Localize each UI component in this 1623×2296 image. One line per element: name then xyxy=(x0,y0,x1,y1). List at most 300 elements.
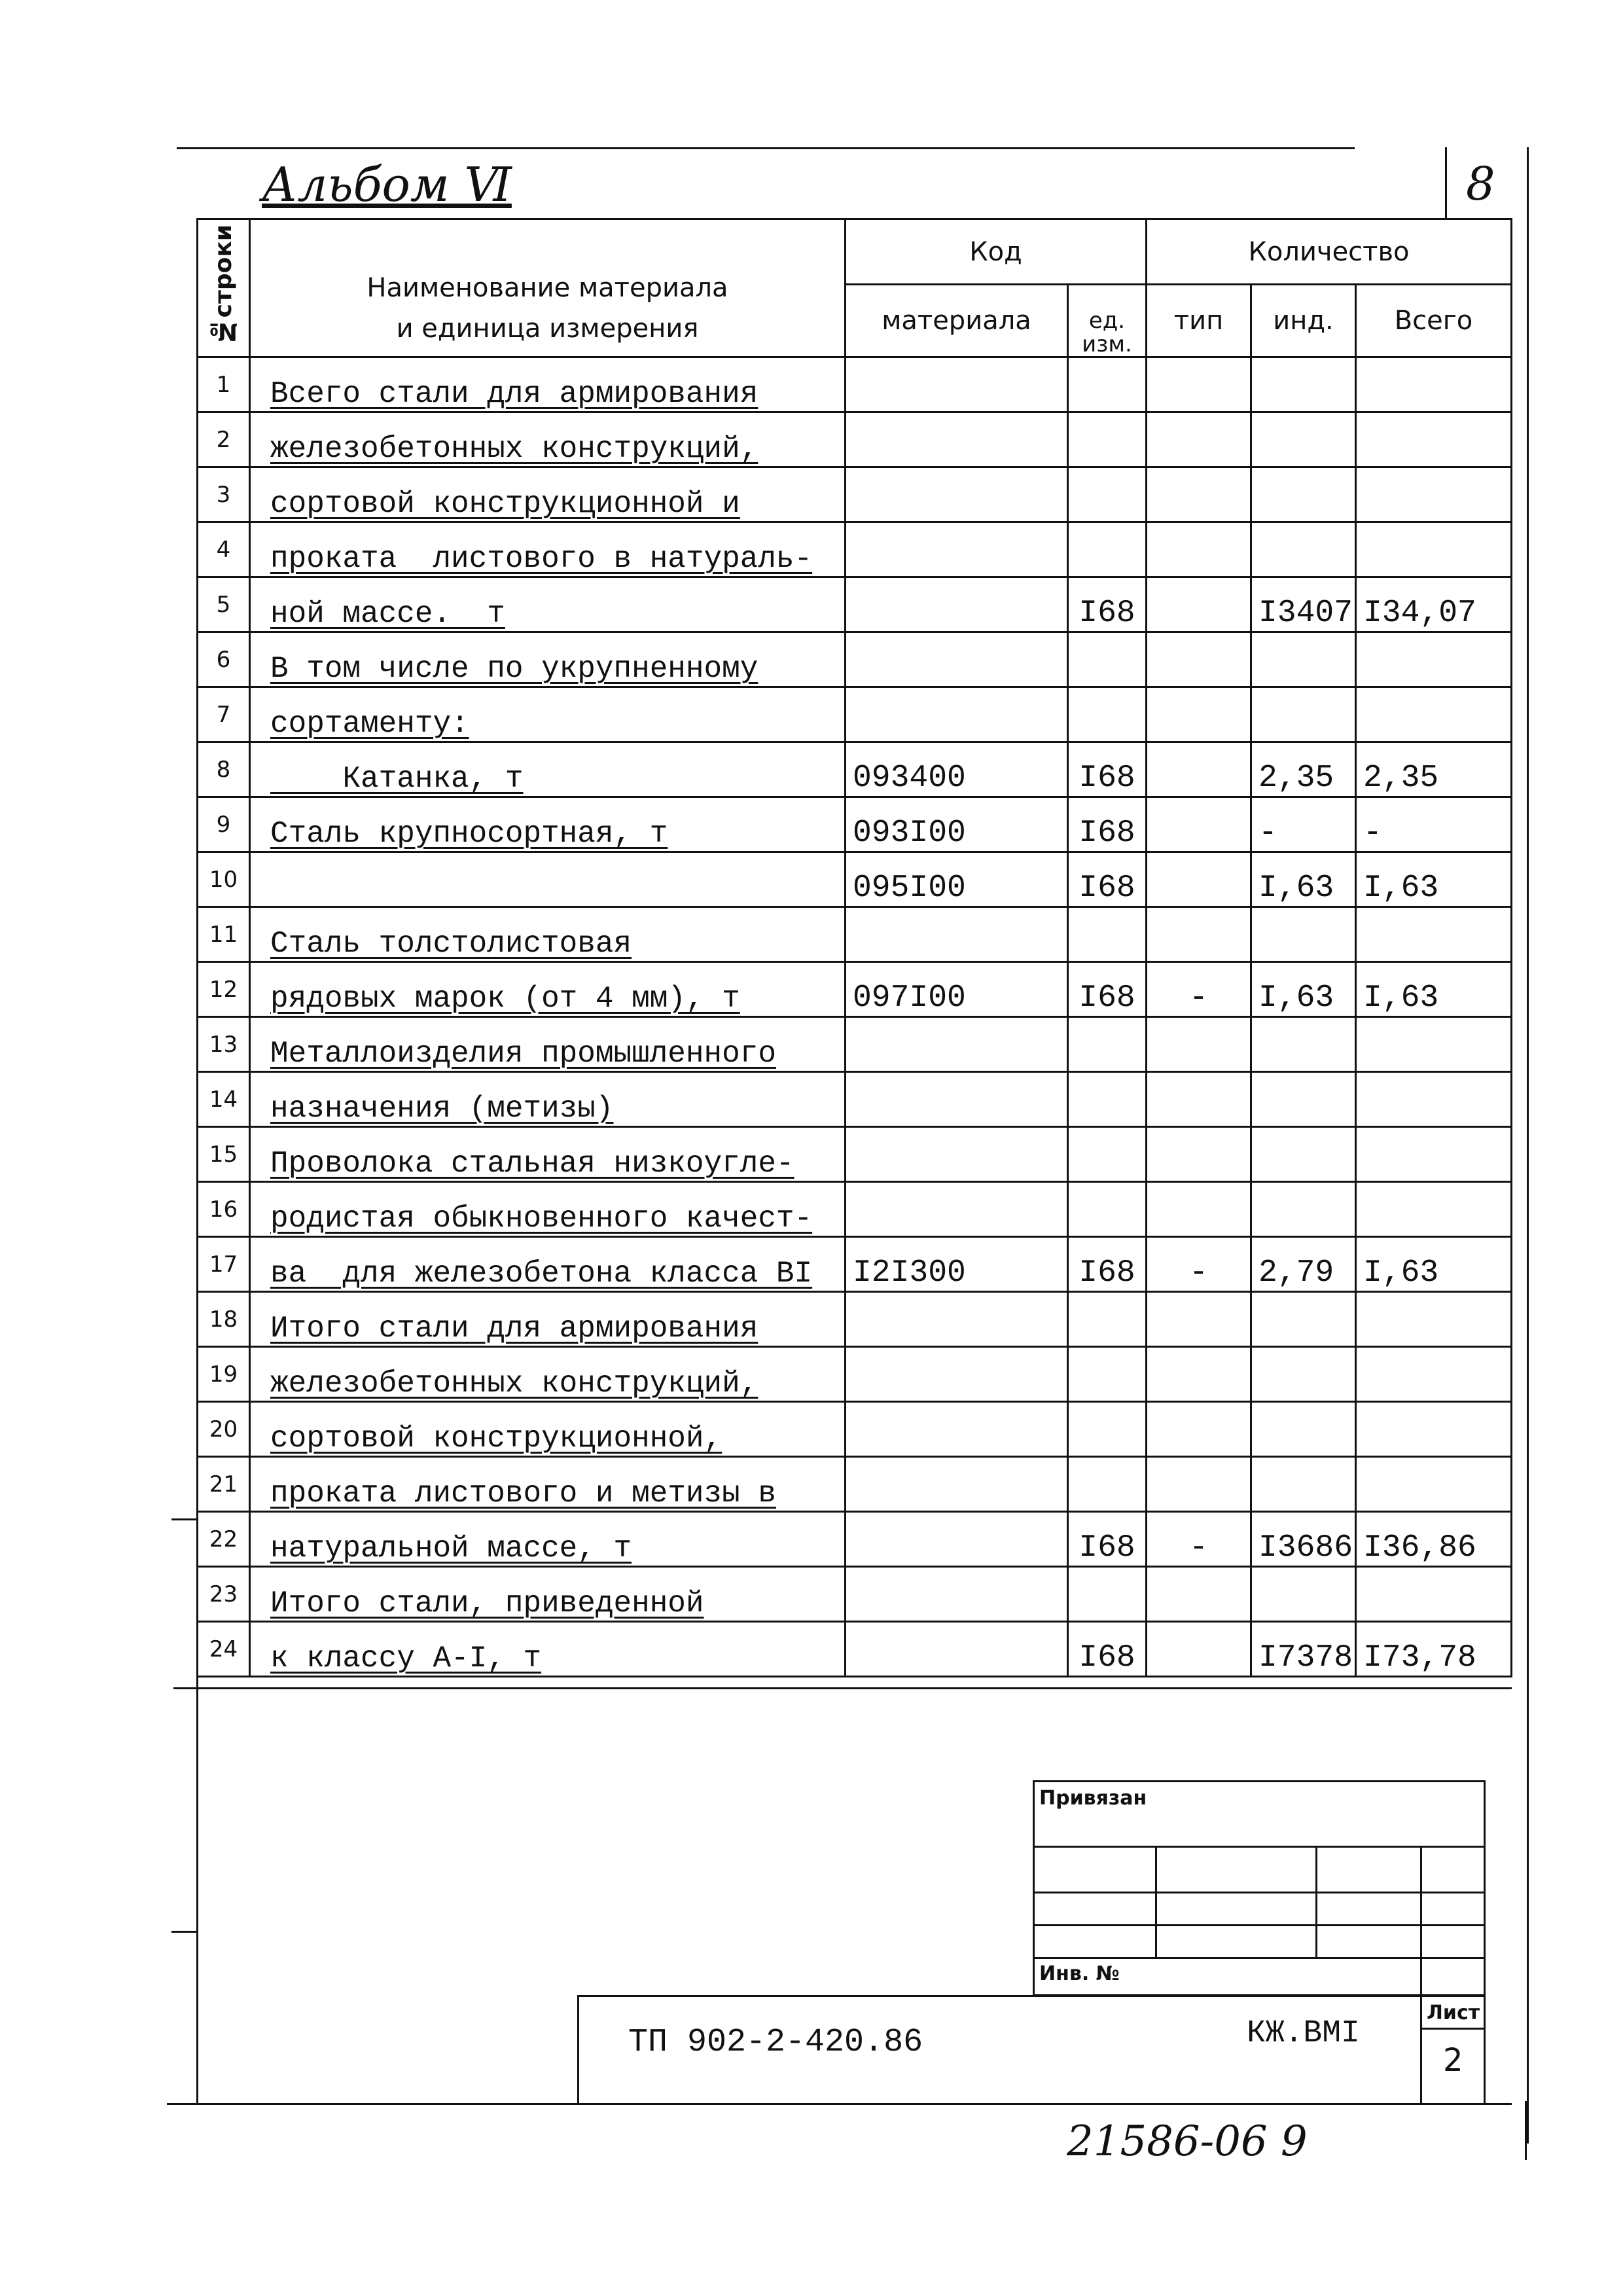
header-qty-ind: инд. xyxy=(1251,285,1356,357)
table-row xyxy=(198,1292,1512,1347)
stamp-line-4 xyxy=(1033,1957,1486,1959)
material-code-cell xyxy=(846,1402,1068,1457)
header-code-unit xyxy=(1068,285,1147,357)
qty-ind-cell xyxy=(1251,357,1356,412)
material-name-cell xyxy=(250,1017,846,1072)
material-name: Катанка, т xyxy=(270,762,524,796)
material-name-cell xyxy=(250,907,846,962)
row-number: 9 xyxy=(216,811,231,838)
project-code: ТП 902-2-420.86 xyxy=(628,2024,923,2061)
table-row xyxy=(198,1237,1512,1292)
row-number-cell xyxy=(198,1127,250,1182)
material-code-cell xyxy=(846,1237,1068,1292)
margin-tick-1 xyxy=(171,1518,198,1520)
qty-type-cell xyxy=(1147,1237,1251,1292)
material-name-cell xyxy=(250,1292,846,1347)
stamp-vline-2 xyxy=(1315,1846,1317,1957)
qty-type-cell xyxy=(1147,1622,1251,1677)
qty-total-cell xyxy=(1356,1017,1512,1072)
qty-ind-cell xyxy=(1251,1072,1356,1127)
margin-tick-2 xyxy=(171,1931,198,1933)
table-row xyxy=(198,522,1512,577)
row-number-cell xyxy=(198,412,250,467)
material-name-cell xyxy=(250,1457,846,1512)
unit-code-cell xyxy=(1068,742,1147,797)
unit-code-cell xyxy=(1068,687,1147,742)
unit-code-cell xyxy=(1068,577,1147,632)
qty-type-cell xyxy=(1147,1402,1251,1457)
qty-type-cell xyxy=(1147,1017,1251,1072)
top-rule xyxy=(177,147,1355,149)
header-row-no-label: №строки xyxy=(210,224,237,345)
material-code: 095I00 xyxy=(853,870,966,906)
qty-ind-cell xyxy=(1251,1402,1356,1457)
qty-ind: I7378 xyxy=(1258,1640,1353,1676)
unit-code-cell xyxy=(1068,1567,1147,1622)
material-name-cell xyxy=(250,357,846,412)
qty-total-cell xyxy=(1356,577,1512,632)
material-code-cell xyxy=(846,467,1068,522)
table-row xyxy=(198,797,1512,852)
row-number: 18 xyxy=(209,1306,238,1333)
table-row xyxy=(198,852,1512,907)
qty-ind-cell xyxy=(1251,1622,1356,1677)
qty-total-cell xyxy=(1356,1402,1512,1457)
material-name-cell xyxy=(250,1622,846,1677)
qty-ind-cell xyxy=(1251,1512,1356,1567)
unit-code-cell xyxy=(1068,1127,1147,1182)
qty-type-cell xyxy=(1147,357,1251,412)
qty-total-cell xyxy=(1356,687,1512,742)
unit-code-cell xyxy=(1068,852,1147,907)
unit-code-cell xyxy=(1068,907,1147,962)
material-name-cell xyxy=(250,632,846,687)
unit-code: I68 xyxy=(1079,1640,1135,1676)
qty-total: I73,78 xyxy=(1363,1640,1476,1676)
qty-type-cell xyxy=(1147,1182,1251,1237)
qty-type-cell xyxy=(1147,1347,1251,1402)
qty-ind-cell xyxy=(1251,1127,1356,1182)
material-code-cell xyxy=(846,1072,1068,1127)
qty-type-cell xyxy=(1147,632,1251,687)
material-name-cell xyxy=(250,1182,846,1237)
qty-ind-cell xyxy=(1251,577,1356,632)
unit-code: I68 xyxy=(1079,761,1135,796)
qty-ind-cell xyxy=(1251,797,1356,852)
qty-ind-cell xyxy=(1251,1182,1356,1237)
qty-ind: I,63 xyxy=(1258,980,1334,1016)
qty-type-cell xyxy=(1147,467,1251,522)
page-corner-number: 8 xyxy=(1466,157,1495,211)
qty-ind: I3407 xyxy=(1258,596,1353,631)
qty-ind: I3686 xyxy=(1258,1530,1353,1566)
qty-total-cell xyxy=(1356,1072,1512,1127)
material-name: проката листового и метизы в xyxy=(270,1477,776,1511)
row-number: 22 xyxy=(209,1526,238,1552)
row-number: 5 xyxy=(216,591,231,618)
qty-total-cell xyxy=(1356,907,1512,962)
material-name: Сталь крупносортная, т xyxy=(270,817,668,851)
material-name-cell xyxy=(250,797,846,852)
row-number: 24 xyxy=(209,1636,238,1662)
unit-code-cell xyxy=(1068,1512,1147,1567)
table-row xyxy=(198,1402,1512,1457)
table-row xyxy=(198,1182,1512,1237)
qty-type-cell xyxy=(1147,797,1251,852)
qty-ind-cell xyxy=(1251,467,1356,522)
row-number: 4 xyxy=(216,536,231,563)
material-name-cell xyxy=(250,742,846,797)
qty-type-cell xyxy=(1147,1567,1251,1622)
qty-total-cell xyxy=(1356,1622,1512,1677)
row-number: 7 xyxy=(216,701,231,728)
qty-total-cell xyxy=(1356,467,1512,522)
qty-total-cell xyxy=(1356,742,1512,797)
header-qty-total: Всего xyxy=(1356,285,1512,357)
table-row xyxy=(198,577,1512,632)
qty-ind: I,63 xyxy=(1258,870,1334,906)
qty-total: 2,35 xyxy=(1363,761,1439,796)
material-code-cell xyxy=(846,1347,1068,1402)
unit-code: I68 xyxy=(1079,1530,1135,1566)
unit-code-cell xyxy=(1068,1622,1147,1677)
header-code-group: Код xyxy=(846,219,1147,285)
qty-type: - xyxy=(1189,1530,1208,1566)
qty-ind-cell xyxy=(1251,1292,1356,1347)
material-name: Металлоизделия промышленного xyxy=(270,1037,776,1071)
material-name-cell xyxy=(250,1512,846,1567)
material-code-cell xyxy=(846,412,1068,467)
material-name: сортовой конструкционной, xyxy=(270,1422,722,1456)
material-code: 093400 xyxy=(853,761,966,796)
qty-ind-cell xyxy=(1251,1237,1356,1292)
qty-ind-cell xyxy=(1251,1017,1356,1072)
table-row xyxy=(198,742,1512,797)
material-name: железобетонных конструкций, xyxy=(270,432,758,466)
stamp-line-3 xyxy=(1033,1924,1486,1926)
qty-total-cell xyxy=(1356,412,1512,467)
unit-code: I68 xyxy=(1079,596,1135,631)
frame-right-border xyxy=(1527,147,1529,2144)
material-name: проката листового в натураль- xyxy=(270,542,813,576)
qty-total-cell xyxy=(1356,962,1512,1017)
row-number-cell xyxy=(198,907,250,962)
material-code: 097I00 xyxy=(853,980,966,1016)
row-number-cell xyxy=(198,357,250,412)
qty-ind-cell xyxy=(1251,852,1356,907)
row-number: 2 xyxy=(216,426,231,453)
row-number: 11 xyxy=(209,921,238,948)
qty-ind: - xyxy=(1258,816,1277,851)
qty-total: I,63 xyxy=(1363,1255,1439,1291)
qty-total-cell xyxy=(1356,522,1512,577)
unit-code-cell xyxy=(1068,467,1147,522)
unit-code-cell xyxy=(1068,1457,1147,1512)
qty-type-cell xyxy=(1147,907,1251,962)
material-name: назначения (метизы) xyxy=(270,1092,614,1126)
material-name: сортаменту: xyxy=(270,707,469,741)
qty-ind-cell xyxy=(1251,1457,1356,1512)
material-name-cell xyxy=(250,852,846,907)
material-name: сортовой конструкционной и xyxy=(270,487,740,521)
sheet-divider xyxy=(1420,1995,1422,2105)
material-code-cell xyxy=(846,742,1068,797)
stamp-vline-3 xyxy=(1420,1846,1422,1996)
material-code-cell xyxy=(846,1567,1068,1622)
qty-type: - xyxy=(1189,1255,1208,1291)
row-number: 15 xyxy=(209,1141,238,1168)
qty-type-cell xyxy=(1147,412,1251,467)
table-row xyxy=(198,1127,1512,1182)
material-name-cell xyxy=(250,1127,846,1182)
sheet-label-line xyxy=(1420,2028,1486,2030)
album-label: Альбом Ⅵ xyxy=(262,157,512,212)
material-name-cell xyxy=(250,412,846,467)
corner-box-divider xyxy=(1445,147,1447,219)
row-number-cell xyxy=(198,1072,250,1127)
header-code-material: материала xyxy=(846,285,1068,357)
material-code-cell xyxy=(846,907,1068,962)
material-name: Всего стали для армирования xyxy=(270,377,758,411)
unit-code-cell xyxy=(1068,962,1147,1017)
material-spec-table xyxy=(196,218,1512,1677)
row-number-cell xyxy=(198,1567,250,1622)
unit-code: I68 xyxy=(1079,980,1135,1016)
table-row xyxy=(198,1512,1512,1567)
table-body xyxy=(198,357,1512,1677)
row-number: 16 xyxy=(209,1196,238,1223)
qty-ind-cell xyxy=(1251,687,1356,742)
material-name: натуральной массе, т xyxy=(270,1532,632,1566)
table-row xyxy=(198,907,1512,962)
material-name-cell xyxy=(250,1402,846,1457)
unit-code-cell xyxy=(1068,1182,1147,1237)
row-number-cell xyxy=(198,1237,250,1292)
stamp-bound-label: Привязан xyxy=(1039,1787,1147,1810)
unit-code-cell xyxy=(1068,1402,1147,1457)
qty-type-cell xyxy=(1147,1127,1251,1182)
qty-type-cell xyxy=(1147,577,1251,632)
material-code-cell xyxy=(846,632,1068,687)
material-code-cell xyxy=(846,1292,1068,1347)
material-code: 093I00 xyxy=(853,816,966,851)
material-code-cell xyxy=(846,1127,1068,1182)
table-row xyxy=(198,467,1512,522)
sheet-label: Лист xyxy=(1427,2001,1480,2024)
qty-total-cell xyxy=(1356,1512,1512,1567)
row-number-cell xyxy=(198,522,250,577)
material-code-cell xyxy=(846,1182,1068,1237)
header-qty-group: Количество xyxy=(1147,219,1512,285)
material-name: Итого стали для армирования xyxy=(270,1312,758,1346)
qty-total: - xyxy=(1363,816,1382,851)
qty-total-cell xyxy=(1356,1182,1512,1237)
row-number: 13 xyxy=(209,1031,238,1058)
material-name: Проволока стальная низкоугле- xyxy=(270,1147,794,1181)
table-row xyxy=(198,962,1512,1017)
row-number-cell xyxy=(198,1017,250,1072)
row-number: 20 xyxy=(209,1416,238,1443)
qty-total-cell xyxy=(1356,852,1512,907)
material-code-cell xyxy=(846,1017,1068,1072)
qty-total-cell xyxy=(1356,1237,1512,1292)
header-name xyxy=(250,219,846,357)
qty-ind: 2,35 xyxy=(1258,761,1334,796)
unit-code-cell xyxy=(1068,1017,1147,1072)
unit-code-cell xyxy=(1068,632,1147,687)
unit-code-cell xyxy=(1068,522,1147,577)
qty-type-cell xyxy=(1147,522,1251,577)
qty-ind-cell xyxy=(1251,522,1356,577)
qty-ind-cell xyxy=(1251,632,1356,687)
row-number: 8 xyxy=(216,756,231,783)
material-name-cell xyxy=(250,1237,846,1292)
row-number-cell xyxy=(198,1622,250,1677)
qty-total: I,63 xyxy=(1363,870,1439,906)
qty-total-cell xyxy=(1356,1127,1512,1182)
row-number-cell xyxy=(198,1347,250,1402)
row-number: 17 xyxy=(209,1251,238,1278)
qty-type-cell xyxy=(1147,1292,1251,1347)
material-name-cell xyxy=(250,687,846,742)
stamp-line-1 xyxy=(1033,1846,1486,1848)
qty-total: I34,07 xyxy=(1363,596,1476,631)
row-number-cell xyxy=(198,1292,250,1347)
header-row-no xyxy=(198,219,250,357)
unit-code: I68 xyxy=(1079,816,1135,851)
material-name-cell xyxy=(250,1567,846,1622)
unit-code-cell xyxy=(1068,412,1147,467)
qty-ind-cell xyxy=(1251,412,1356,467)
unit-code: I68 xyxy=(1079,870,1135,906)
doc-code: КЖ.ВМI xyxy=(1247,2016,1360,2051)
material-name-cell xyxy=(250,962,846,1017)
row-number-cell xyxy=(198,1402,250,1457)
row-number: 12 xyxy=(209,976,238,1003)
row-number: 19 xyxy=(209,1361,238,1388)
qty-type-cell xyxy=(1147,742,1251,797)
table-bottom-rule xyxy=(173,1687,1512,1689)
row-number: 10 xyxy=(209,866,238,893)
material-code-cell xyxy=(846,357,1068,412)
table-row xyxy=(198,412,1512,467)
handwritten-number: 21586-06 9 xyxy=(1067,2117,1308,2166)
material-code-cell xyxy=(846,852,1068,907)
row-number: 21 xyxy=(209,1471,238,1498)
unit-code: I68 xyxy=(1079,1255,1135,1291)
row-number: 6 xyxy=(216,646,231,673)
qty-total-cell xyxy=(1356,632,1512,687)
material-code: I2I300 xyxy=(853,1255,966,1291)
row-number: 14 xyxy=(209,1086,238,1113)
material-name: рядовых марок (от 4 мм), т xyxy=(270,982,740,1016)
qty-total: I36,86 xyxy=(1363,1530,1476,1566)
material-name: В том числе по укрупненному xyxy=(270,652,758,686)
row-number: 23 xyxy=(209,1581,238,1607)
unit-code-cell xyxy=(1068,797,1147,852)
unit-code-cell xyxy=(1068,1347,1147,1402)
material-code-cell xyxy=(846,1457,1068,1512)
material-code-cell xyxy=(846,1512,1068,1567)
table-row xyxy=(198,1622,1512,1677)
material-name: ва для железобетона класса BI xyxy=(270,1257,813,1291)
qty-type: - xyxy=(1189,980,1208,1016)
material-name-cell xyxy=(250,1072,846,1127)
table-row xyxy=(198,632,1512,687)
qty-ind-cell xyxy=(1251,742,1356,797)
header-qty-type: тип xyxy=(1147,285,1251,357)
unit-code-cell xyxy=(1068,1072,1147,1127)
qty-type-cell xyxy=(1147,1512,1251,1567)
material-name: родистая обыкновенного качест- xyxy=(270,1202,813,1236)
qty-type-cell xyxy=(1147,1072,1251,1127)
material-name: к классу А-I, т xyxy=(270,1641,542,1676)
unit-code-cell xyxy=(1068,1292,1147,1347)
qty-ind: 2,79 xyxy=(1258,1255,1334,1291)
row-number: 1 xyxy=(216,371,231,398)
material-name-cell xyxy=(250,467,846,522)
qty-ind-cell xyxy=(1251,1347,1356,1402)
row-number-cell xyxy=(198,467,250,522)
row-number: 3 xyxy=(216,481,231,508)
qty-type-cell xyxy=(1147,687,1251,742)
qty-total-cell xyxy=(1356,1347,1512,1402)
qty-ind-cell xyxy=(1251,1567,1356,1622)
header-code-unit-label: ед. изм. xyxy=(1082,308,1132,357)
table-row xyxy=(198,357,1512,412)
row-number-cell xyxy=(198,742,250,797)
material-code-cell xyxy=(846,1622,1068,1677)
qty-total-cell xyxy=(1356,1567,1512,1622)
unit-code-cell xyxy=(1068,357,1147,412)
material-name: железобетонных конструкций, xyxy=(270,1367,758,1401)
material-code-cell xyxy=(846,962,1068,1017)
row-number-cell xyxy=(198,1512,250,1567)
row-number-cell xyxy=(198,687,250,742)
qty-total-cell xyxy=(1356,357,1512,412)
qty-total-cell xyxy=(1356,1457,1512,1512)
row-number-cell xyxy=(198,962,250,1017)
table-row xyxy=(198,1017,1512,1072)
qty-total-cell xyxy=(1356,1292,1512,1347)
table-row xyxy=(198,1567,1512,1622)
qty-type-cell xyxy=(1147,962,1251,1017)
stamp-inv-label: Инв. № xyxy=(1039,1962,1120,1985)
material-name: ной массе. т xyxy=(270,597,505,631)
header-name-label: Наименование материала и единица измерения xyxy=(366,273,728,344)
qty-total-cell xyxy=(1356,797,1512,852)
row-number-cell xyxy=(198,1182,250,1237)
frame-right-outer xyxy=(1525,2101,1527,2160)
table-row xyxy=(198,1457,1512,1512)
stamp-vline-1 xyxy=(1155,1846,1157,1957)
row-number-cell xyxy=(198,632,250,687)
row-number-cell xyxy=(198,1457,250,1512)
unit-code-cell xyxy=(1068,1237,1147,1292)
material-name-cell xyxy=(250,1347,846,1402)
material-code-cell xyxy=(846,687,1068,742)
row-number-cell xyxy=(198,852,250,907)
material-name: Итого стали, приведенной xyxy=(270,1587,704,1621)
qty-total: I,63 xyxy=(1363,980,1439,1016)
table-row xyxy=(198,1072,1512,1127)
table-row xyxy=(198,1347,1512,1402)
row-number-cell xyxy=(198,577,250,632)
material-code-cell xyxy=(846,797,1068,852)
table-row xyxy=(198,687,1512,742)
sheet-number: 2 xyxy=(1443,2042,1463,2079)
qty-ind-cell xyxy=(1251,907,1356,962)
